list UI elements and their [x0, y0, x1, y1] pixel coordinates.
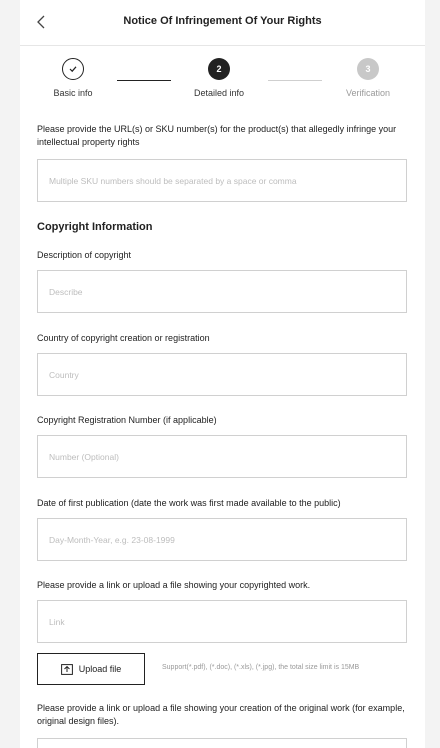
- country-label: Country of copyright creation or registration: [37, 333, 210, 343]
- form-page: [20, 0, 425, 748]
- section-title: Copyright Information: [37, 221, 153, 233]
- description-label: Description of copyright: [37, 250, 132, 260]
- step-completed-indicator: [62, 58, 84, 80]
- step-label: Detailed info: [193, 88, 245, 98]
- step-detailed-info: [174, 58, 264, 98]
- step-number: 2: [208, 58, 230, 80]
- step-connector: [268, 80, 322, 81]
- registration-input[interactable]: [38, 436, 406, 477]
- step-number: 3: [357, 58, 379, 80]
- date-field[interactable]: [37, 518, 407, 561]
- step-verification: [323, 58, 413, 98]
- upload-icon: [61, 664, 73, 675]
- urls-field[interactable]: [37, 159, 407, 202]
- original-work-label: Please provide a link or upload a file showing your creation of the original work (for example, original design files).: [37, 703, 405, 726]
- header-bar: [20, 0, 425, 46]
- upload-button-label: Upload file: [78, 664, 122, 674]
- upload-file-button[interactable]: [37, 653, 145, 685]
- description-field[interactable]: [37, 270, 407, 313]
- progress-stepper: [20, 58, 425, 103]
- registration-field[interactable]: [37, 435, 407, 478]
- step-basic-info: [28, 58, 118, 98]
- date-input[interactable]: [38, 519, 406, 560]
- country-input[interactable]: [38, 354, 406, 395]
- date-label: Date of first publication (date the work was first made available to the public): [37, 498, 341, 508]
- checkmark-icon: [68, 64, 78, 74]
- work-link-label: Please provide a link or upload a file showing your copyrighted work.: [37, 580, 311, 590]
- upload-hint: Support(*.pdf), (*.doc), (*.xls), (*.jpg), the total size limit is 15MB: [162, 664, 360, 671]
- description-input[interactable]: [38, 271, 406, 312]
- work-link-field[interactable]: [37, 600, 407, 643]
- registration-label: Copyright Registration Number (if applicable): [37, 415, 217, 425]
- page-title: Notice Of Infringement Of Your Rights: [123, 15, 322, 27]
- urls-input[interactable]: [38, 160, 406, 201]
- original-work-field[interactable]: [37, 738, 407, 748]
- work-link-input[interactable]: [38, 601, 406, 642]
- step-label: Basic info: [53, 88, 93, 98]
- country-field[interactable]: [37, 353, 407, 396]
- step-label: Verification: [345, 88, 391, 98]
- step-connector: [117, 80, 171, 81]
- urls-label: Please provide the URL(s) or SKU number(s) for the product(s) that allegedly infringe your intellectual property rights: [37, 124, 397, 147]
